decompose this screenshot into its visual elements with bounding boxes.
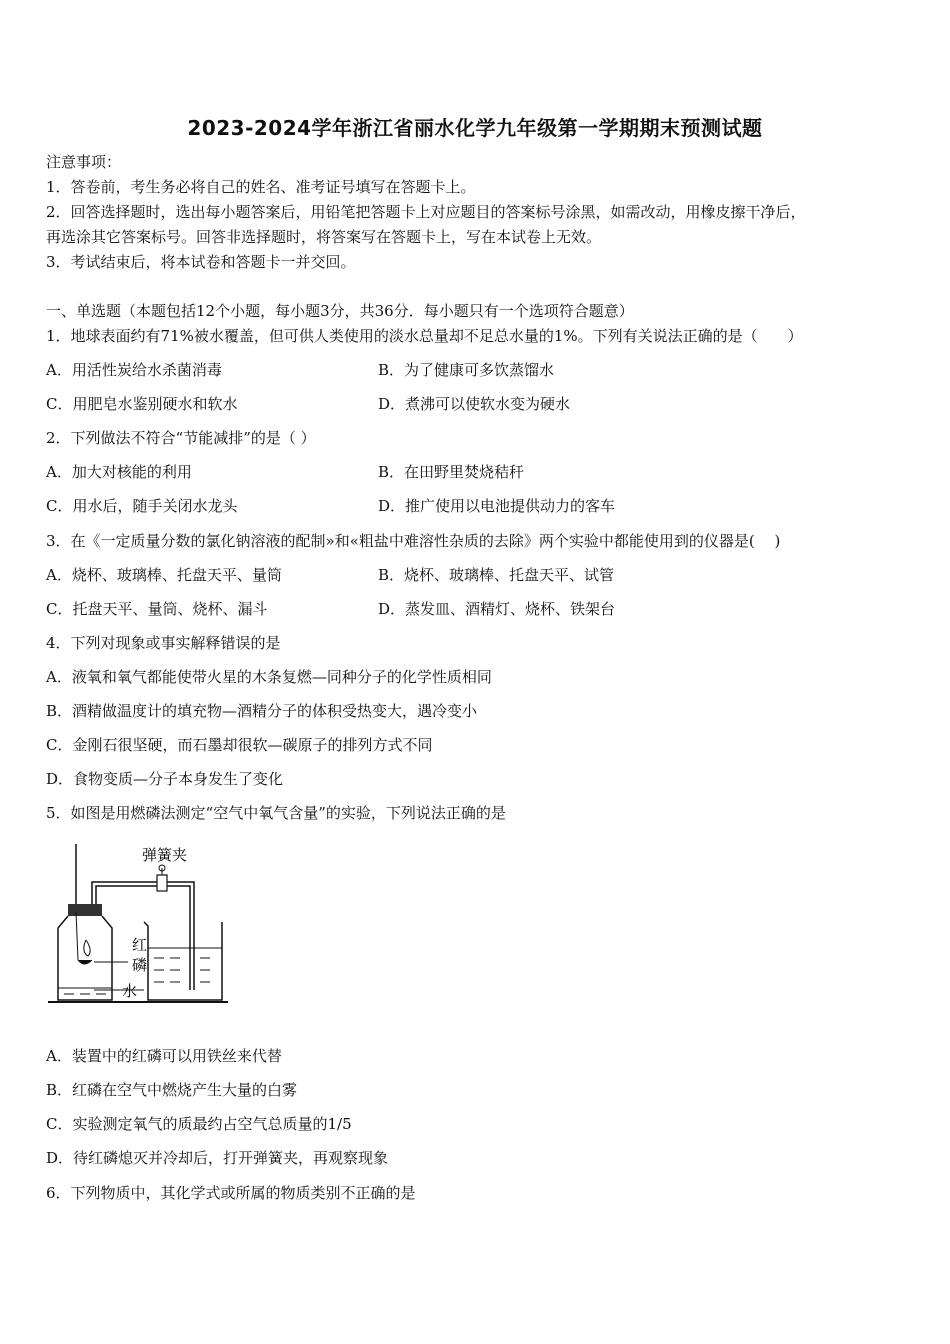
section-heading: 一、单选题（本题包括12个小题，每小题3分，共36分．每小题只有一个选项符合题意） [46, 302, 634, 320]
question-4-option-b: B．酒精做温度计的填充物—酒精分子的体积受热变大，遇冷变小 [46, 702, 478, 720]
bottle-stopper [68, 904, 102, 916]
flame [84, 940, 90, 956]
question-5-option-d: D．待红磷熄灭并冷却后，打开弹簧夹，再观察现象 [46, 1149, 389, 1167]
question-2-option-d: D．推广使用以电池提供动力的客车 [378, 497, 616, 515]
question-5-option-c: C．实验测定氧气的质最约占空气总质量的1/5 [46, 1115, 352, 1133]
notice-item: 2．回答选择题时，选出每小题答案后，用铅笔把答题卡上对应题目的答案标号涂黑，如需改动，用橡皮擦干净后， [46, 203, 806, 221]
question-1-option-d: D．煮沸可以使软水变为硬水 [378, 395, 571, 413]
question-5-stem: 5．如图是用燃磷法测定“空气中氧气含量”的实验，下列说法正确的是 [46, 804, 506, 822]
question-5-option-a: A．装置中的红磷可以用铁丝来代替 [46, 1047, 282, 1065]
question-2-option-a: A．加大对核能的利用 [46, 463, 192, 481]
question-1-stem: 1．地球表面约有71%被水覆盖，但可供人类使用的淡水总量却不足总水量的1%。下列有关说法正确的是（ ） [46, 327, 803, 345]
page-title: 2023-2024学年浙江省丽水化学九年级第一学期期末预测试题 [187, 116, 763, 140]
notice-heading: 注意事项： [46, 153, 122, 171]
question-6-stem: 6．下列物质中，其化学式或所属的物质类别不正确的是 [46, 1184, 416, 1202]
question-1-option-c: C．用肥皂水鉴别硬水和软水 [46, 395, 238, 413]
question-3-option-d: D．蒸发皿、酒精灯、烧杯、铁架台 [378, 600, 616, 618]
combustion-spoon [78, 960, 92, 964]
question-2-option-c: C．用水后，随手关闭水龙头 [46, 497, 238, 515]
question-2-option-b: B．在田野里焚烧秸秆 [378, 463, 525, 481]
notice-item: 1．答卷前，考生务必将自己的姓名、准考证号填写在答题卡上。 [46, 178, 476, 196]
question-5-option-b: B．红磷在空气中燃烧产生大量的白雾 [46, 1081, 298, 1099]
clamp-label: 弹簧夹 [142, 846, 188, 864]
notice-item: 再选涂其它答案标号。回答非选择题时，将答案写在答题卡上，写在本试卷上无效。 [46, 228, 602, 246]
question-2-stem: 2．下列做法不符合“节能减排”的是（ ） [46, 429, 316, 447]
question-4-stem: 4．下列对现象或事实解释错误的是 [46, 634, 281, 652]
question-3-option-c: C．托盘天平、量筒、烧杯、漏斗 [46, 600, 268, 618]
phosphorus-label-2: 磷 [132, 956, 148, 974]
spring-clamp [157, 875, 167, 891]
water-label: 水 [122, 982, 138, 1000]
gas-bottle [58, 916, 112, 1000]
question-3-option-b: B．烧杯、玻璃棒、托盘天平、试管 [378, 566, 615, 584]
question-3-stem: 3．在《一定质量分数的氯化钠溶液的配制»和«粗盐中难溶性杂质的去除》两个实验中都能使用到的仪器是( ) [46, 532, 781, 550]
notice-item: 3．考试结束后，将本试卷和答题卡一并交回。 [46, 253, 356, 271]
question-1-option-b: B．为了健康可多饮蒸馏水 [378, 361, 555, 379]
question-4-option-c: C．金刚石很坚硬，而石墨却很软—碳原子的排列方式不同 [46, 736, 433, 754]
question-3-option-a: A．烧杯、玻璃棒、托盘天平、量筒 [46, 566, 282, 584]
question-4-option-a: A．液氧和氧气都能使带火星的木条复燃—同种分子的化学性质相同 [46, 668, 492, 686]
question-1-option-a: A．用活性炭给水杀菌消毒 [46, 361, 222, 379]
beaker [144, 922, 222, 1000]
phosphorus-label-1: 红 [132, 936, 148, 954]
question-4-option-d: D．食物变质—分子本身发生了变化 [46, 770, 284, 788]
phosphorus-apparatus-figure [44, 838, 234, 1008]
